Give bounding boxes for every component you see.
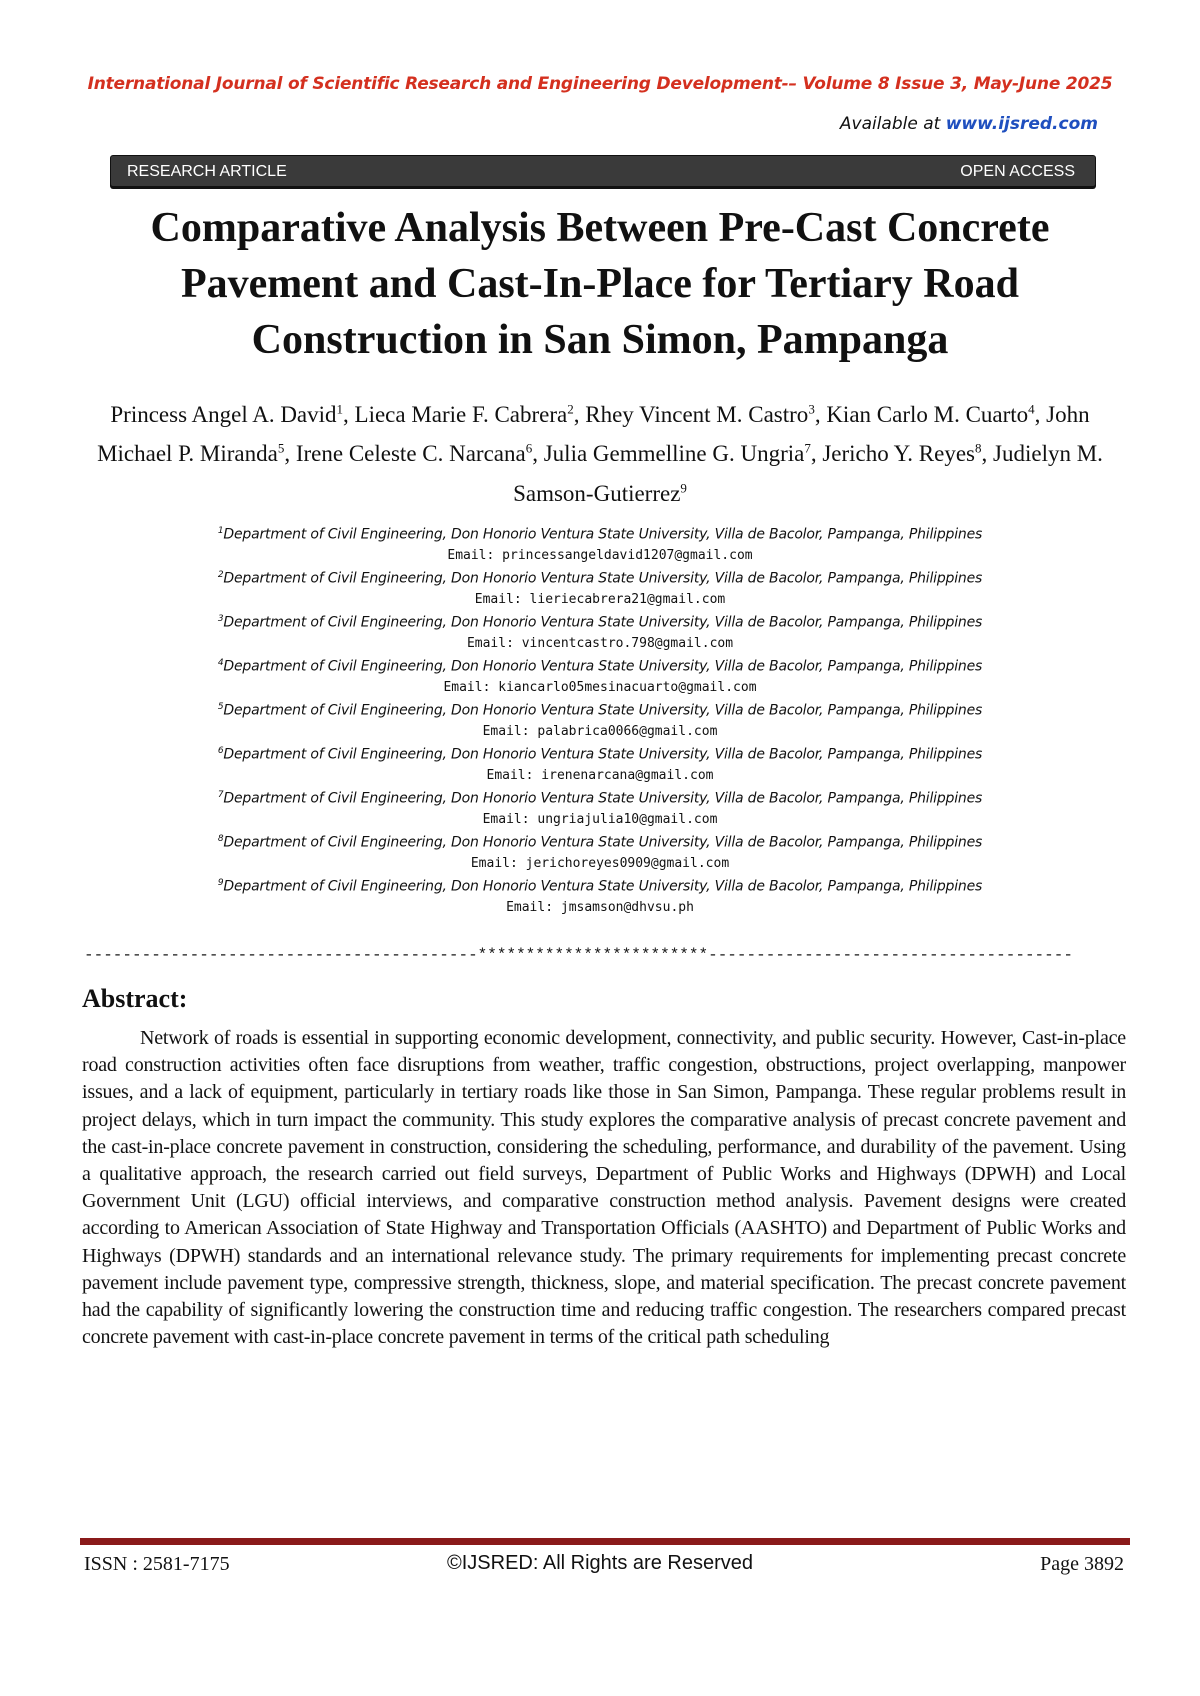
footer-issn: ISSN : 2581-7175 (84, 1553, 230, 1575)
author-email[interactable]: Email: ungriajulia10@gmail.com (482, 811, 718, 827)
affiliation-text: Department of Civil Engineering, Don Honorio Ventura State University, Villa de Bacolor, Pampanga, Philippines (223, 570, 983, 587)
author-name: Kian Carlo M. Cuarto (826, 401, 1029, 427)
author-email[interactable]: Email: lieriecabrera21@gmail.com (474, 591, 726, 607)
author-separator: , (532, 441, 544, 467)
author-separator: , (810, 441, 823, 467)
footer-copyright: ©IJSRED: All Rights are Reserved (447, 1552, 753, 1574)
author-affiliation-number: 5 (277, 440, 285, 456)
author-name: Irene Celeste C. Narcana (295, 441, 526, 467)
affiliation-department (110, 652, 1090, 678)
author (355, 402, 586, 427)
affiliation-department (110, 740, 1090, 766)
affiliation-department (110, 696, 1090, 722)
affiliation-item (110, 828, 1090, 872)
author-affiliation-number: 4 (1028, 401, 1035, 416)
affiliation-number: 9 (217, 878, 224, 888)
affiliation-number: 7 (217, 790, 224, 800)
author-separator: , (814, 401, 827, 427)
affiliation-number: 8 (217, 834, 224, 844)
affiliation-department (110, 872, 1090, 898)
author-affiliation-number: 9 (680, 480, 687, 496)
author-affiliation-number: 6 (525, 440, 533, 456)
affiliation-department (110, 784, 1090, 810)
author-affiliation-number: 1 (336, 401, 344, 416)
affiliation-list (110, 520, 1090, 916)
paper-title: Comparative Analysis Between Pre-Cast Concrete Pavement and Cast-In-Place for Tertiary Road Construction in San Simon, Pampanga (150, 205, 1050, 363)
research-article-label: RESEARCH ARTICLE (127, 163, 287, 180)
open-access-label: OPEN ACCESS (960, 163, 1075, 180)
author-email[interactable]: Email: kiancarlo05mesinacuarto@gmail.com (443, 679, 757, 695)
author-name: Jericho Y. Reyes (822, 441, 976, 467)
affiliation-department (110, 520, 1090, 546)
abstract-body: Network of roads is essential in supporting economic development, connectivity, and public security. However, Cast-in-place road construction activities often face disruptions from weather, traffic congestion, obstructions, project overlapping, manpower issues, and a lack of equipment, particularly in tertiary roads like those in San Simon, Pampanga. These regular problems result in project delays, which in turn impact the community. This study explores the comparative analysis of precast concrete pavement and the cast-in-place concrete pavement in construction, considering the scheduling, performance, and durability of the pavement. Using a qualitative approach, the research carried out field surveys, Department of Public Works and Highways (DPWH) and Local Government Unit (LGU) official interviews, and comparative construction method analysis. Pavement designs were created according to American Association of State Highway and Transportation Officials (AASHTO) and Department of Public Works and Highways (DPWH) standards and an international relevance study. The primary requirements for implementing precast concrete pavement include pavement type, compressive strength, thickness, slope, and material specification. The precast concrete pavement had the capability of significantly lowering the construction time and reducing traffic congestion. The researchers compared precast concrete pavement with cast-in-place concrete pavement in terms of the critical path scheduling (82, 1027, 1126, 1349)
affiliation-text: Department of Civil Engineering, Don Honorio Ventura State University, Villa de Bacolor, Pampanga, Philippines (223, 702, 983, 719)
author-separator: , (981, 441, 994, 467)
available-prefix: Available at (839, 114, 946, 134)
author-email[interactable]: Email: jmsamson@dhvsu.ph (506, 899, 694, 915)
author-name: Lieca Marie F. Cabrera (354, 401, 568, 427)
author (296, 441, 544, 466)
affiliation-item (110, 784, 1090, 828)
affiliation-text: Department of Civil Engineering, Don Honorio Ventura State University, Villa de Bacolor, Pampanga, Philippines (223, 878, 983, 895)
affiliation-number: 4 (217, 658, 224, 668)
footer-page-number: Page 3892 (1040, 1553, 1124, 1575)
author-affiliation-number: 8 (975, 440, 982, 456)
author (544, 441, 823, 466)
affiliation-number: 6 (217, 746, 224, 756)
author (822, 441, 993, 466)
author-email[interactable]: Email: palabrica0066@gmail.com (482, 723, 718, 739)
article-type-banner (110, 155, 1096, 187)
affiliation-text: Department of Civil Engineering, Don Honorio Ventura State University, Villa de Bacolor, Pampanga, Philippines (223, 658, 983, 675)
affiliation-text: Department of Civil Engineering, Don Honorio Ventura State University, Villa de Bacolor, Pampanga, Philippines (223, 614, 983, 631)
footer-rule (80, 1538, 1130, 1545)
journal-header: International Journal of Scientific Research and Engineering Development-– Volume 8 Issue 3, May-June 2025 (87, 74, 1113, 94)
author-name: Rhey Vincent M. Castro (585, 401, 809, 427)
section-separator: -----------------------------------------************************-------------------------------------- (84, 946, 1073, 964)
author-name: John Michael P. Miranda (97, 401, 1090, 467)
journal-website-link[interactable]: www.ijsred.com (945, 114, 1098, 134)
affiliation-text: Department of Civil Engineering, Don Honorio Ventura State University, Villa de Bacolor, Pampanga, Philippines (223, 790, 983, 807)
affiliation-item (110, 520, 1090, 564)
abstract-heading: Abstract: (82, 984, 188, 1013)
author-separator: , (343, 401, 355, 427)
affiliation-department (110, 564, 1090, 590)
author-separator: , (284, 441, 296, 467)
author-name: Princess Angel A. David (110, 401, 337, 427)
author-email[interactable]: Email: princessangeldavid1207@gmail.com (447, 547, 753, 563)
author-email[interactable]: Email: irenenarcana@gmail.com (486, 767, 714, 783)
author-separator: , (573, 401, 586, 427)
affiliation-item (110, 696, 1090, 740)
affiliation-department (110, 608, 1090, 634)
affiliation-text: Department of Civil Engineering, Don Honorio Ventura State University, Villa de Bacolor, Pampanga, Philippines (223, 526, 983, 543)
author-email[interactable]: Email: vincentcastro.798@gmail.com (466, 635, 734, 651)
affiliation-item (110, 872, 1090, 916)
author-affiliation-number: 7 (804, 440, 811, 456)
affiliation-department (110, 828, 1090, 854)
author-list (80, 392, 1120, 511)
author-name: Judielyn M. Samson-Gutierrez (513, 441, 1103, 506)
affiliation-number: 5 (217, 702, 224, 712)
availability-line (840, 114, 1098, 134)
author (826, 402, 1046, 427)
affiliation-number: 3 (217, 614, 224, 624)
affiliation-item (110, 608, 1090, 652)
author-affiliation-number: 3 (808, 401, 815, 416)
author-name: Julia Gemmelline G. Ungria (543, 441, 805, 467)
affiliation-item (110, 564, 1090, 608)
affiliation-number: 2 (217, 570, 224, 580)
author (110, 402, 354, 427)
affiliation-text: Department of Civil Engineering, Don Honorio Ventura State University, Villa de Bacolor, Pampanga, Philippines (223, 746, 983, 763)
author-email[interactable]: Email: jerichoreyes0909@gmail.com (470, 855, 730, 871)
affiliation-item (110, 652, 1090, 696)
author (585, 402, 826, 427)
affiliation-item (110, 740, 1090, 784)
affiliation-text: Department of Civil Engineering, Don Honorio Ventura State University, Villa de Bacolor, Pampanga, Philippines (223, 834, 983, 851)
author-affiliation-number: 2 (567, 401, 574, 416)
author-separator: , (1034, 401, 1047, 427)
affiliation-number: 1 (217, 526, 224, 536)
